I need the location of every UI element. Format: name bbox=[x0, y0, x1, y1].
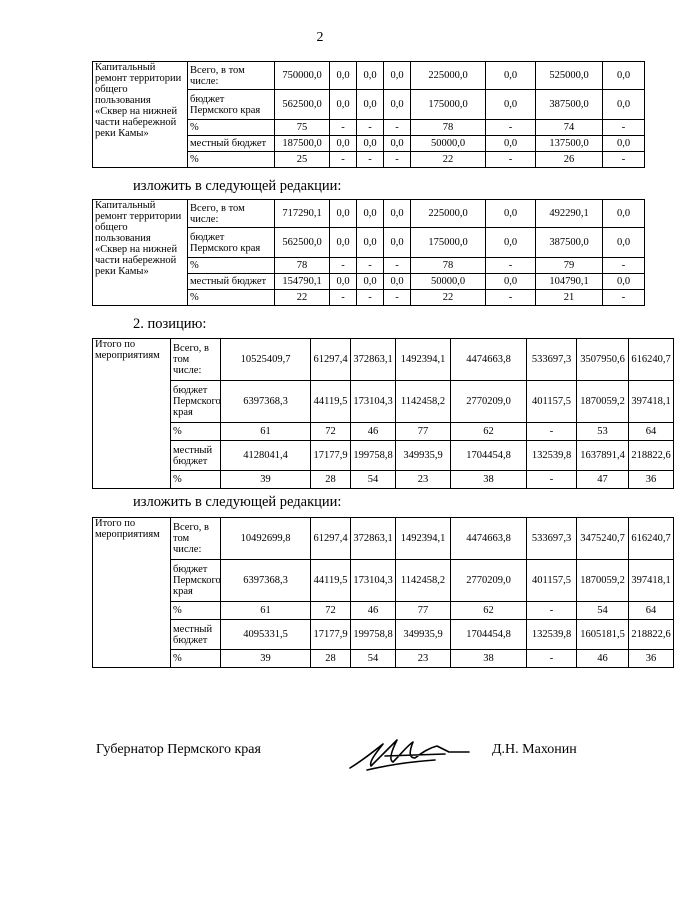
cell: 525000,0 bbox=[536, 62, 603, 90]
cell: 0,0 bbox=[603, 200, 645, 228]
cell: 199758,8 bbox=[351, 620, 396, 650]
cell: 74 bbox=[536, 120, 603, 136]
table-current-square bbox=[92, 61, 645, 168]
cell: 0,0 bbox=[486, 274, 536, 290]
cell: 104790,1 bbox=[536, 274, 603, 290]
cell: 0,0 bbox=[486, 228, 536, 258]
cell: 218822,6 bbox=[629, 620, 674, 650]
cell: 0,0 bbox=[357, 200, 384, 228]
table-new-square bbox=[92, 199, 645, 306]
cell: 46 bbox=[351, 602, 396, 620]
governor-title: Губернатор Пермского края bbox=[96, 742, 261, 757]
cell: - bbox=[384, 152, 411, 168]
cell: 61297,4 bbox=[311, 339, 351, 381]
cell: - bbox=[603, 258, 645, 274]
cell: 533697,3 bbox=[527, 339, 577, 381]
cell: 53 bbox=[577, 423, 629, 441]
cell: 4474663,8 bbox=[451, 518, 527, 560]
cell: 0,0 bbox=[330, 274, 357, 290]
cell: - bbox=[384, 120, 411, 136]
cell: 26 bbox=[536, 152, 603, 168]
cell: 562500,0 bbox=[275, 228, 330, 258]
cell: 4095331,5 bbox=[221, 620, 311, 650]
cell: 61297,4 bbox=[311, 518, 351, 560]
cell: - bbox=[357, 258, 384, 274]
cell: 225000,0 bbox=[411, 62, 486, 90]
cell: - bbox=[486, 152, 536, 168]
cell: 187500,0 bbox=[275, 136, 330, 152]
cell: 175000,0 bbox=[411, 90, 486, 120]
cell: 2770209,0 bbox=[451, 560, 527, 602]
cell: 0,0 bbox=[330, 228, 357, 258]
cell: 44119,5 bbox=[311, 560, 351, 602]
cell: 1637891,4 bbox=[577, 441, 629, 471]
cell: 64 bbox=[629, 602, 674, 620]
cell: 132539,8 bbox=[527, 620, 577, 650]
cell: 175000,0 bbox=[411, 228, 486, 258]
cell: 39 bbox=[221, 471, 311, 489]
section-heading: изложить в следующей редакции: bbox=[133, 494, 342, 510]
cell: 0,0 bbox=[357, 90, 384, 120]
cell: 1704454,8 bbox=[451, 620, 527, 650]
cell: 0,0 bbox=[603, 90, 645, 120]
cell: 77 bbox=[396, 602, 451, 620]
page-number: 2 bbox=[316, 30, 324, 45]
row-label: Капитальный ремонт территории общего пользования «Сквер на нижней части набережной реки Камы» bbox=[93, 62, 188, 168]
cell: - bbox=[330, 258, 357, 274]
row-sublabel: местный бюджет bbox=[171, 441, 221, 471]
cell: 0,0 bbox=[603, 228, 645, 258]
cell: 0,0 bbox=[384, 136, 411, 152]
row-sublabel: местный бюджет bbox=[188, 274, 275, 290]
cell: 0,0 bbox=[384, 90, 411, 120]
row-sublabel: Всего, в том числе: bbox=[188, 200, 275, 228]
cell: 75 bbox=[275, 120, 330, 136]
table-current-total bbox=[92, 338, 674, 489]
cell: 21 bbox=[536, 290, 603, 306]
cell: 0,0 bbox=[384, 200, 411, 228]
cell: 10525409,7 bbox=[221, 339, 311, 381]
cell: 23 bbox=[396, 650, 451, 668]
cell: 39 bbox=[221, 650, 311, 668]
row-sublabel: % bbox=[188, 120, 275, 136]
governor-name: Д.Н. Махонин bbox=[492, 742, 577, 757]
cell: 199758,8 bbox=[351, 441, 396, 471]
row-label: Капитальный ремонт территории общего пользования «Сквер на нижней части набережной реки Камы» bbox=[93, 200, 188, 306]
cell: 46 bbox=[577, 650, 629, 668]
cell: 17177,9 bbox=[311, 620, 351, 650]
cell: 401157,5 bbox=[527, 381, 577, 423]
cell: 10492699,8 bbox=[221, 518, 311, 560]
cell: 28 bbox=[311, 471, 351, 489]
row-sublabel: бюджет Пермского края bbox=[171, 560, 221, 602]
cell: 79 bbox=[536, 258, 603, 274]
cell: 0,0 bbox=[603, 274, 645, 290]
cell: 0,0 bbox=[330, 62, 357, 90]
cell: 38 bbox=[451, 650, 527, 668]
cell: 0,0 bbox=[486, 90, 536, 120]
row-sublabel: местный бюджет bbox=[171, 620, 221, 650]
cell: 22 bbox=[275, 290, 330, 306]
row-sublabel: % bbox=[171, 471, 221, 489]
cell: 717290,1 bbox=[275, 200, 330, 228]
cell: 78 bbox=[275, 258, 330, 274]
signature bbox=[345, 730, 475, 775]
cell: 47 bbox=[577, 471, 629, 489]
cell: 1704454,8 bbox=[451, 441, 527, 471]
cell: 38 bbox=[451, 471, 527, 489]
cell: 0,0 bbox=[330, 136, 357, 152]
cell: - bbox=[384, 258, 411, 274]
row-sublabel: местный бюджет bbox=[188, 136, 275, 152]
cell: 2770209,0 bbox=[451, 381, 527, 423]
cell: 562500,0 bbox=[275, 90, 330, 120]
cell: 6397368,3 bbox=[221, 381, 311, 423]
cell: 4474663,8 bbox=[451, 339, 527, 381]
cell: 0,0 bbox=[330, 200, 357, 228]
cell: 25 bbox=[275, 152, 330, 168]
cell: 72 bbox=[311, 423, 351, 441]
cell: 61 bbox=[221, 423, 311, 441]
cell: 0,0 bbox=[603, 62, 645, 90]
cell: 23 bbox=[396, 471, 451, 489]
row-sublabel: Всего, в том числе: bbox=[171, 518, 221, 560]
cell: 36 bbox=[629, 471, 674, 489]
cell: 397418,1 bbox=[629, 381, 674, 423]
cell: 0,0 bbox=[357, 274, 384, 290]
cell: 46 bbox=[351, 423, 396, 441]
cell: 372863,1 bbox=[351, 339, 396, 381]
cell: - bbox=[384, 290, 411, 306]
cell: 0,0 bbox=[486, 200, 536, 228]
cell: 78 bbox=[411, 258, 486, 274]
row-sublabel: % bbox=[188, 290, 275, 306]
cell: - bbox=[486, 120, 536, 136]
cell: 22 bbox=[411, 152, 486, 168]
cell: 0,0 bbox=[384, 62, 411, 90]
cell: 62 bbox=[451, 602, 527, 620]
section-heading: 2. позицию: bbox=[133, 316, 207, 332]
row-sublabel: % bbox=[171, 602, 221, 620]
cell: 387500,0 bbox=[536, 228, 603, 258]
cell: 397418,1 bbox=[629, 560, 674, 602]
cell: 54 bbox=[351, 471, 396, 489]
row-sublabel: бюджет Пермского края bbox=[188, 228, 275, 258]
cell: 173104,3 bbox=[351, 560, 396, 602]
cell: 62 bbox=[451, 423, 527, 441]
row-label: Итого по мероприятиям bbox=[93, 518, 171, 668]
cell: 387500,0 bbox=[536, 90, 603, 120]
cell: 3475240,7 bbox=[577, 518, 629, 560]
cell: 1492394,1 bbox=[396, 339, 451, 381]
cell: 54 bbox=[351, 650, 396, 668]
cell: - bbox=[603, 152, 645, 168]
cell: 50000,0 bbox=[411, 136, 486, 152]
cell: 77 bbox=[396, 423, 451, 441]
cell: 0,0 bbox=[486, 62, 536, 90]
cell: - bbox=[330, 290, 357, 306]
row-sublabel: Всего, в том числе: bbox=[171, 339, 221, 381]
row-sublabel: % bbox=[171, 423, 221, 441]
cell: 1492394,1 bbox=[396, 518, 451, 560]
cell: 132539,8 bbox=[527, 441, 577, 471]
cell: 0,0 bbox=[357, 136, 384, 152]
cell: 54 bbox=[577, 602, 629, 620]
cell: 0,0 bbox=[384, 228, 411, 258]
cell: 0,0 bbox=[603, 136, 645, 152]
cell: 218822,6 bbox=[629, 441, 674, 471]
cell: 1142458,2 bbox=[396, 560, 451, 602]
cell: 4128041,4 bbox=[221, 441, 311, 471]
cell: 0,0 bbox=[357, 228, 384, 258]
cell: 22 bbox=[411, 290, 486, 306]
cell: 401157,5 bbox=[527, 560, 577, 602]
cell: 137500,0 bbox=[536, 136, 603, 152]
cell: - bbox=[357, 120, 384, 136]
cell: 0,0 bbox=[330, 90, 357, 120]
cell: 173104,3 bbox=[351, 381, 396, 423]
cell: - bbox=[603, 290, 645, 306]
cell: 6397368,3 bbox=[221, 560, 311, 602]
cell: 1142458,2 bbox=[396, 381, 451, 423]
cell: 1870059,2 bbox=[577, 560, 629, 602]
cell: 61 bbox=[221, 602, 311, 620]
cell: 225000,0 bbox=[411, 200, 486, 228]
table-new-total bbox=[92, 517, 674, 668]
row-sublabel: % bbox=[188, 152, 275, 168]
cell: 17177,9 bbox=[311, 441, 351, 471]
cell: 72 bbox=[311, 602, 351, 620]
cell: 154790,1 bbox=[275, 274, 330, 290]
cell: - bbox=[357, 152, 384, 168]
row-sublabel: бюджет Пермского края bbox=[188, 90, 275, 120]
cell: 28 bbox=[311, 650, 351, 668]
cell: 349935,9 bbox=[396, 620, 451, 650]
cell: - bbox=[527, 423, 577, 441]
cell: 750000,0 bbox=[275, 62, 330, 90]
cell: 78 bbox=[411, 120, 486, 136]
cell: 349935,9 bbox=[396, 441, 451, 471]
section-heading: изложить в следующей редакции: bbox=[133, 178, 342, 194]
cell: 3507950,6 bbox=[577, 339, 629, 381]
cell: 1870059,2 bbox=[577, 381, 629, 423]
cell: - bbox=[527, 650, 577, 668]
cell: 533697,3 bbox=[527, 518, 577, 560]
cell: 0,0 bbox=[357, 62, 384, 90]
row-label: Итого по мероприятиям bbox=[93, 339, 171, 489]
cell: 492290,1 bbox=[536, 200, 603, 228]
cell: 616240,7 bbox=[629, 518, 674, 560]
cell: 1605181,5 bbox=[577, 620, 629, 650]
cell: - bbox=[527, 602, 577, 620]
cell: 44119,5 bbox=[311, 381, 351, 423]
cell: - bbox=[603, 120, 645, 136]
cell: 372863,1 bbox=[351, 518, 396, 560]
cell: 50000,0 bbox=[411, 274, 486, 290]
row-sublabel: Всего, в том числе: bbox=[188, 62, 275, 90]
cell: 64 bbox=[629, 423, 674, 441]
cell: - bbox=[527, 471, 577, 489]
cell: - bbox=[330, 120, 357, 136]
cell: - bbox=[486, 258, 536, 274]
cell: - bbox=[330, 152, 357, 168]
row-sublabel: бюджет Пермского края bbox=[171, 381, 221, 423]
row-sublabel: % bbox=[171, 650, 221, 668]
cell: 616240,7 bbox=[629, 339, 674, 381]
cell: 0,0 bbox=[384, 274, 411, 290]
cell: - bbox=[357, 290, 384, 306]
cell: 36 bbox=[629, 650, 674, 668]
cell: 0,0 bbox=[486, 136, 536, 152]
cell: - bbox=[486, 290, 536, 306]
row-sublabel: % bbox=[188, 258, 275, 274]
